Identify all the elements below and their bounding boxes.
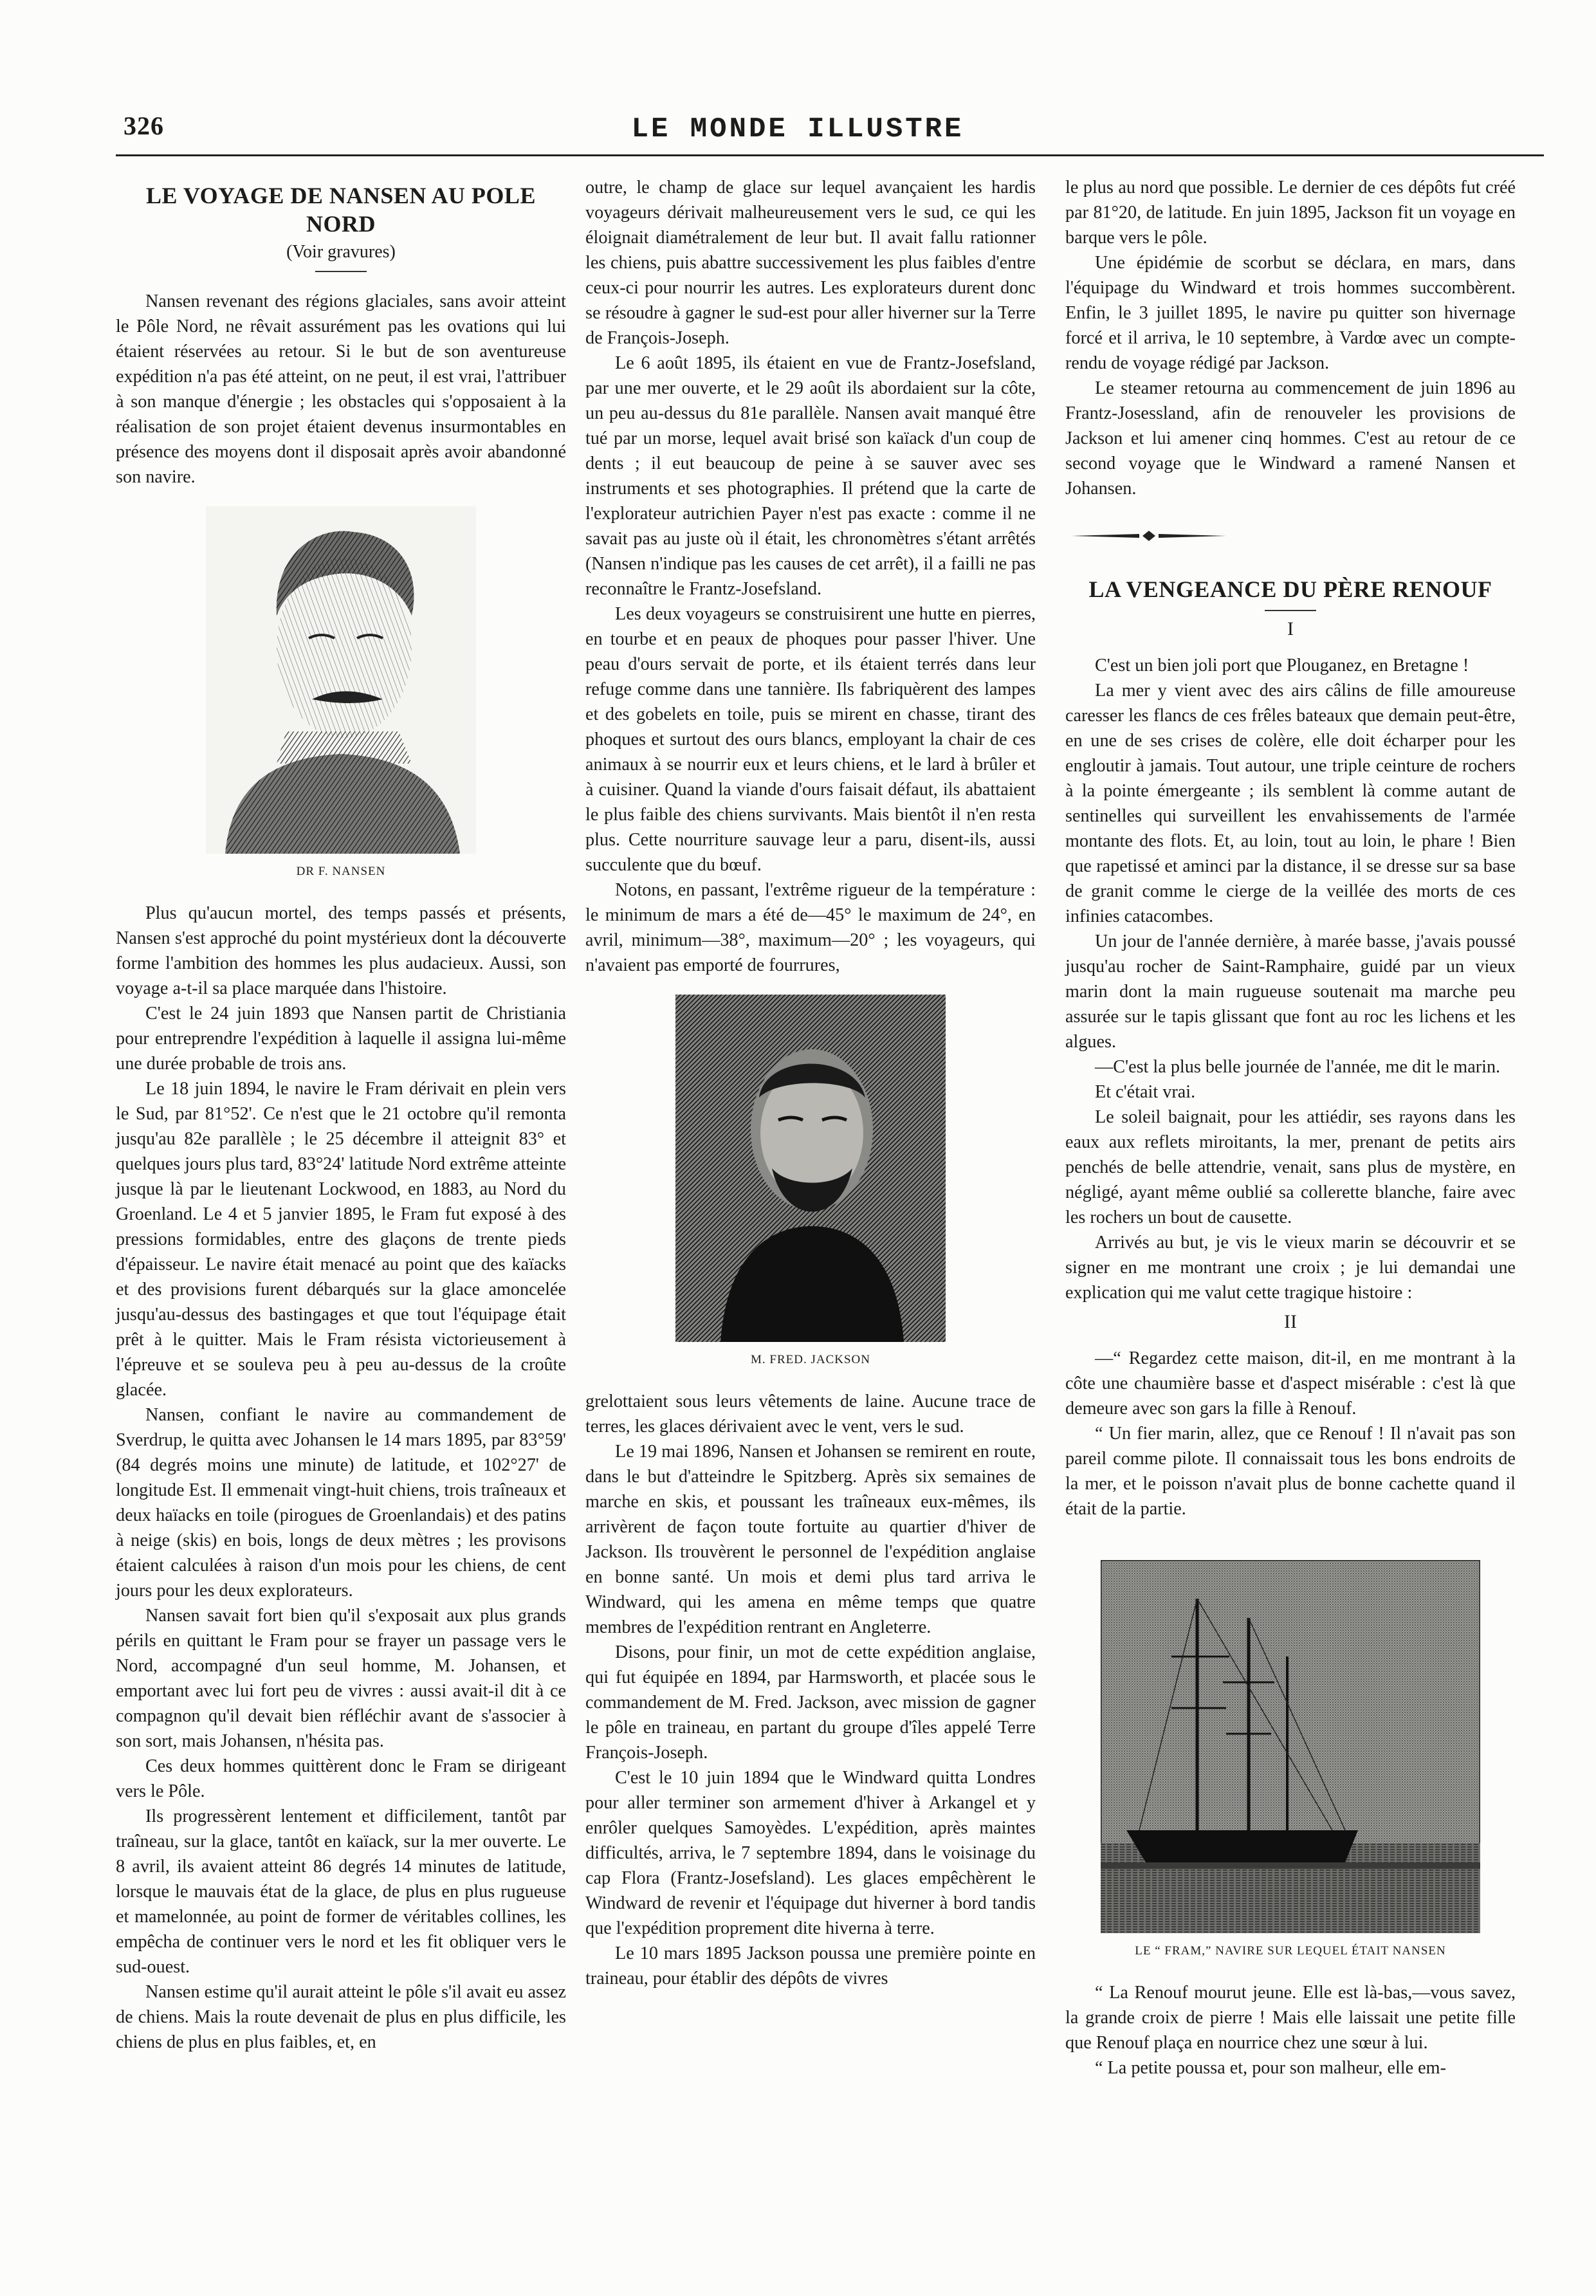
paragraph: Le 10 mars 1895 Jackson poussa une première pointe en traineau, pour établir des dépôts de vivres — [585, 1943, 1036, 1988]
fram-ship-engraving — [1101, 1560, 1480, 1933]
paragraph: —C'est la plus belle journée de l'année, me dit le marin. — [1095, 1057, 1501, 1077]
paragraph: Le 6 août 1895, ils étaient en vue de Frantz-Josefsland, par une mer ouverte, et le 29 août ils abordaient sur la côte, un peu au-dessus du 81e parallèle. Nansen avait manqué être tué par un morse, lequel avait brisé son kaïack d'un coup de dents ; il eut beaucoup de peine à se sauver avec ses instruments et ses photographies. Il prétend que la carte de l'explorateur autrichien Payer n'est pas exacte : comme il ne savait pas au juste où il était, les chronomètres s'étant arrêtés (Nansen n'indique pas les causes de cet arrêt), il a failli ne pas reconnaître le Frantz-Josefsland. — [585, 353, 1036, 599]
paragraph: La mer y vient avec des airs câlins de fille amoureuse caresser les flancs de ces frêles bateaux que demain peut-être, en une de ses crises de colère, elle doit écharper pour les engloutir à jamais. Tout autour, une triple ceinture de rochers à la pointe émergeante ; ils semblent là comme autant de sentinelles qui surveillent les envahissements de l'armée montante des flots. Et, au loin, tout au loin, le phare ! Bien que rapetissé et aminci par la distance, il se dresse sur sa base de granit comme le cierge de la veillée des morts de ces infinies catacombes. — [1065, 681, 1516, 926]
paragraph: Arrivés au but, je vis le vieux marin se découvrir et se signer en me montrant une croix ; je lui demandai une explication qui me valut cette tragique histoire : — [1065, 1233, 1516, 1303]
paragraph: Nansen savait fort bien qu'il s'exposait aux plus grands périls en quittant le Fram pour se frayer un passage vers le Nord, accompagné d'un seul homme, M. Johansen, et emportant avec lui fort peu de vivres : aussi avait-il dit à ce compagnon qu'il devait bien réfléchir avant de s'associer à son sort, mais Johansen, n'hésita pas. — [116, 1606, 566, 1751]
column-3 — [1065, 175, 1516, 2080]
paragraph: C'est un bien joli port que Plouganez, en Bretagne ! — [1095, 656, 1469, 675]
paragraph: Et c'était vrai. — [1095, 1082, 1196, 1102]
nansen-portrait-engraving — [206, 506, 476, 854]
section-ornament — [1065, 529, 1233, 542]
paragraph: Nansen, confiant le navire au commandement de Sverdrup, le quitta avec Johansen le 14 mars 1895, par 83°59' (84 degrés moins une minute) de latitude, et 102°27' de longitude Est. Il emmenait vingt-huit chiens, trois traîneaux et deux haïacks en toile (pirogues de Groenlandais) et des patins à neige (skis) en bois, longs de deux mètres ; les provisons étaient calculées à raison d'un mois pour les chiens, de cent jours pour les deux explorateurs. — [116, 1405, 566, 1601]
section-number: I — [1287, 618, 1294, 639]
header-rule — [116, 154, 1544, 156]
paragraph: “ La Renouf mourut jeune. Elle est là-bas,—vous savez, la grande croix de pierre ! Mais elle laissait une petite fille que Renouf plaça en nourrice chez une sœur à lui. — [1065, 1983, 1516, 2053]
paragraph: le plus au nord que possible. Le dernier de ces dépôts fut créé par 81°20, de latitude. En juin 1895, Jackson fit un voyage en barque vers le pôle. — [1065, 178, 1516, 248]
caption-jackson: M. FRED. JACKSON — [751, 1353, 870, 1366]
paragraph: Notons, en passant, l'extrême rigueur de la température : le minimum de mars a été de—45° le maximum de 24°, en avril, minimum—38°, maximum—20° ; les voyageurs, qui n'avaient pas emporté de fourrures, — [585, 880, 1036, 975]
jackson-portrait-engraving — [675, 995, 946, 1342]
paragraph: “ Un fier marin, allez, que ce Renouf ! Il n'avait pas son pareil comme pilote. Il connaissait tous les bons endroits de la mer, et le poisson n'avait plus de bonne cachette quand il était de la partie. — [1065, 1424, 1516, 1519]
paragraph: Le soleil baignait, pour les attiédir, ses rayons dans les eaux aux reflets miroitants, la mer, prenant de petits airs penchés de belle attendrie, venait, sans plus de mystère, en négligé, ayant même oublié sa collerette blanche, faire avec les rochers un bout de causette. — [1065, 1107, 1516, 1227]
title-rule — [1265, 610, 1316, 611]
paragraph: Ils progressèrent lentement et difficilement, tantôt par traîneau, sur la glace, tantôt en kaïack, sur la mer ouverte. Le 8 avril, ils avaient atteint 86 degrés 14 minutes de latitude, lorsque le mauvais état de la glace, de plus en plus rugueuse et mamelonnée, au point de former de véritables collines, les empêcha de continuer vers le nord et les fit obliquer vers le sud-ouest. — [116, 1806, 566, 1977]
caption-fram: LE “ FRAM,” NAVIRE SUR LEQUEL ÉTAIT NANSEN — [1135, 1944, 1446, 1958]
paragraph: Une épidémie de scorbut se déclara, en mars, dans l'équipage du Windward et trois hommes succombèrent. Enfin, le 3 juillet 1895, le navire pu quitter son hivernage forcé et il arriva, le 10 septembre, à Vardœ avec un compte-rendu de voyage rédigé par Jackson. — [1065, 253, 1516, 373]
paragraph: “ La petite poussa et, pour son malheur, elle em- — [1095, 2058, 1446, 2078]
paragraph: C'est le 24 juin 1893 que Nansen partit de Christiania pour entreprendre l'expédition à laquelle il assigna lui-même une durée probable de trois ans. — [116, 1004, 566, 1074]
paragraph: Plus qu'aucun mortel, des temps passés et présents, Nansen s'est approché du point mystérieux dont la découverte forme l'ambition des hommes les plus audacieux. Aussi, son voyage a-t-il sa place marquée dans l'histoire. — [116, 903, 566, 998]
paragraph: Le 18 juin 1894, le navire le Fram dérivait en plein vers le Sud, par 81°52'. Ce n'est que le 21 octobre qu'il remonta jusqu'au 82e parallèle ; le 25 décembre il atteignit 83° et quelques jours plus tard, 83°24' latitude Nord extrême atteinte jusque là par le lieutenant Lockwood, en 1883, au Nord du Groenland. Le 4 et 5 janvier 1895, le Fram fut exposé à des pressions formidables, entre des glaçons de trente pieds d'épaisseur. Le navire était menacé au point que des kaïacks et des provisions furent débarqués sur la glace amoncelée jusqu'au-dessus des bastingages et que tout l'équipage était prêt à le quitter. Mais le Fram résista victorieusement à l'épreuve et se souleva peu à peu au-dessus de la croûte glacée. — [116, 1079, 566, 1400]
paragraph: Le 19 mai 1896, Nansen et Johansen se remirent en route, dans le but d'atteindre le Spitzberg. Après six semaines de marche en skis, et poussant les traîneaux eux-mêmes, ils arrivèrent de façon toute fortuite au quartier d'hiver de Jackson. Ils trouvèrent le personnel de l'expédition anglaise en bonne santé. Un mois et demi plus tard arriva le Windward, qui les amena en même temps que quatre membres de l'expédition rentrant en Angleterre. — [585, 1442, 1036, 1637]
column-1 — [116, 175, 566, 2055]
article-title-nansen: LE VOYAGE DE NANSEN AU POLE NORD — [146, 183, 536, 237]
paragraph: —“ Regardez cette maison, dit-il, en me montrant à la côte une chaumière basse et d'aspect misérable : c'est là que demeure avec son gars la fille à Renouf. — [1065, 1348, 1516, 1419]
paragraph: outre, le champ de glace sur lequel avançaient les hardis voyageurs dérivait malheureusement vers le sud, ce qui les éloignait diamétralement de leur but. Il avait fallu rationner les chiens, puis abattre successivement les plus faibles d'entre ceux-ci pour nourrir les autres. Les explorateurs durent donc se résoudre à gagner le sud-est pour aller hiverner sur la Terre de François-Joseph. — [585, 178, 1036, 348]
journal-title: LE MONDE ILLUSTRE — [631, 113, 964, 145]
article-subtitle: (Voir gravures) — [286, 242, 396, 262]
caption-nansen: DR F. NANSEN — [296, 865, 386, 878]
paragraph: Nansen estime qu'il aurait atteint le pôle s'il avait eu assez de chiens. Mais la route devenait de plus en plus difficile, les chiens de plus en plus faibles, et, en — [116, 1982, 566, 2052]
title-rule — [315, 271, 367, 272]
article-title-renouf: LA VENGEANCE DU PÈRE RENOUF — [1088, 576, 1492, 602]
paragraph: Le steamer retourna au commencement de juin 1896 au Frantz-Josessland, afin de renouveler les provisions de Jackson et lui amener cinq hommes. C'est au retour de ce second voyage que le Windward a ramené Nansen et Johansen. — [1065, 378, 1516, 499]
paragraph: grelottaient sous leurs vêtements de laine. Aucune trace de terres, les glaces dérivaient avec le vent, vers le sud. — [585, 1391, 1036, 1437]
paragraph: Ces deux hommes quittèrent donc le Fram se dirigeant vers le Pôle. — [116, 1756, 566, 1801]
paragraph: Un jour de l'année dernière, à marée basse, j'avais poussé jusqu'au rocher de Saint-Ramphaire, guidé par un vieux marin dont la main rugueuse soutenait ma marche peu assurée sur le tapis glissant que font au roc les lichens et les algues. — [1065, 932, 1516, 1052]
paragraph: Les deux voyageurs se construisirent une hutte en pierres, en tourbe et en peaux de phoques pour passer l'hiver. Une peau d'ours servait de porte, et ils étaient terrés dans leur refuge comme dans une tannière. Ils fabriquèrent des lampes et des gobelets en toile, puis se mirent en chasse, tirant des phoques et surtout des ours blancs, employant la chair de ces animaux à se nourrir eux et leurs chiens, et le lard à brûler et à cuisiner. Quand la viande d'ours faisait défaut, ils abattaient le plus faible des chiens survivants. Mais bientôt il n'en resta plus. Cette nourriture sauvage leur a paru, disent-ils, aussi succulente que du bœuf. — [585, 604, 1036, 875]
paragraph: Disons, pour finir, un mot de cette expédition anglaise, qui fut équipée en 1894, par Harmsworth, et placée sous le commandement de M. Fred. Jackson, avec mission de gagner le pôle en traineau, en partant du groupe d'îles appelé Terre François-Joseph. — [585, 1642, 1036, 1763]
column-2 — [585, 175, 1036, 1991]
paragraph: C'est le 10 juin 1894 que le Windward quitta Londres pour aller terminer son armement d'hiver à Arkangel et y enrôler quelques Samoyèdes. L'expédition, après maintes difficultés, arriva, le 7 septembre 1894, dans le voisinage du cap Flora (Frantz-Josefsland). Les glaces empêchèrent le Windward de revenir et l'équipage dut hiverner à bord tandis que l'expédition proprement dite hiverna à terre. — [585, 1768, 1036, 1938]
page-number: 326 — [124, 111, 164, 140]
paragraph: Nansen revenant des régions glaciales, sans avoir atteint le Pôle Nord, ne rêvait assurément pas les ovations qui lui étaient réservées au retour. Si le but de son aventureuse expédition n'a pas été atteint, on ne peut, il est vrai, l'attribuer à son manque d'énergie ; les obstacles qui s'opposaient à la réalisation de son projet étaient devenus insurmontables en présence des moyens dont il disposait après avoir abandonné son navire. — [116, 291, 566, 487]
section-number: II — [1284, 1311, 1297, 1332]
